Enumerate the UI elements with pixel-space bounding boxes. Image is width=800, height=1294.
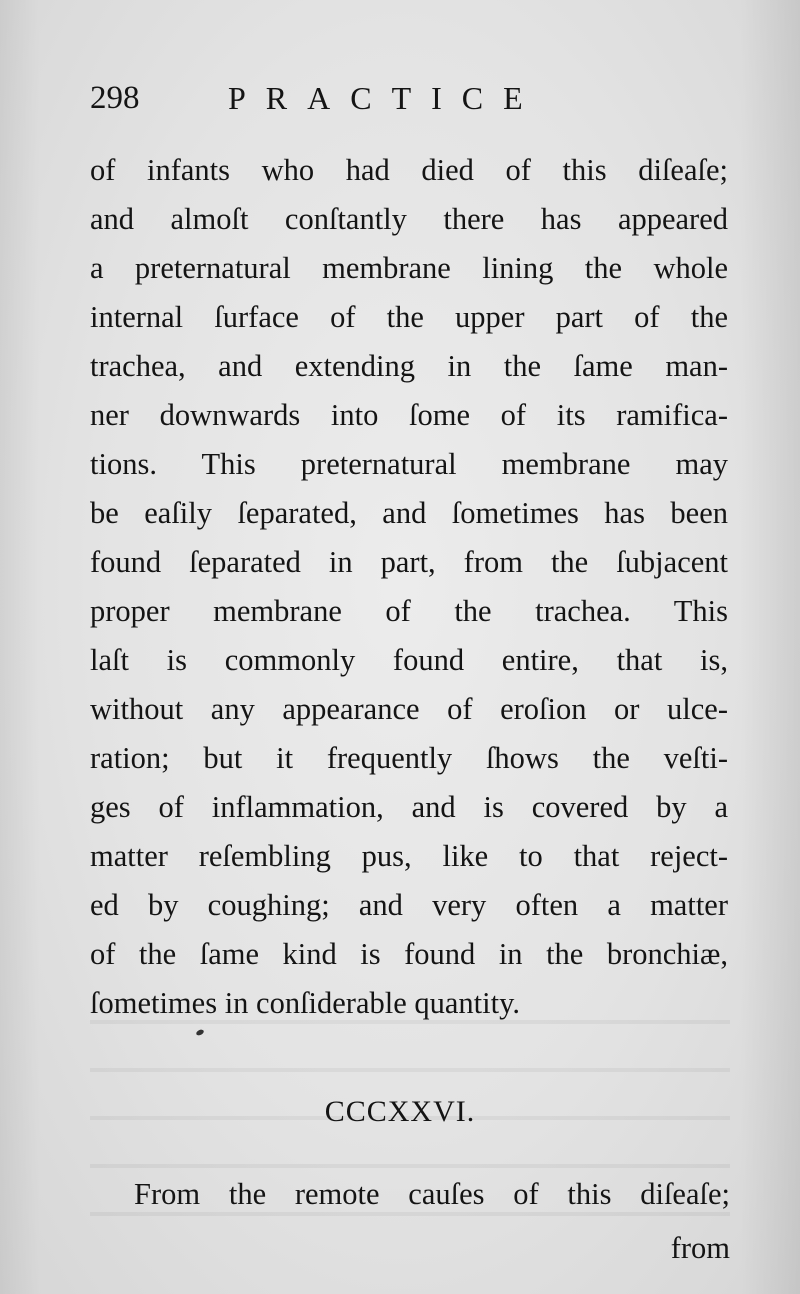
text-line: proper membrane of the trachea. This [90,594,728,628]
text-line: laſt is commonly found entire, that is, [90,643,728,677]
text-line: ed by coughing; and very often a matter [90,888,728,922]
text-line: without any appearance of eroſion or ulce- [90,692,728,726]
text-line: a preternatural membrane lining the whole [90,251,728,285]
text-line: found ſeparated in part, from the ſubjacent [90,545,728,579]
text-line: ration; but it frequently ſhows the veſti- [90,741,728,775]
running-head: PRACTICE [228,80,543,116]
text-line: matter reſembling pus, like to that reject- [90,839,728,873]
text-line: ner downwards into ſome of its ramifica- [90,398,728,432]
text-line: be eaſily ſeparated, and ſometimes has been [90,496,728,530]
next-paragraph-line: From the remote cauſes of this diſeaſe; [134,1177,730,1211]
text-line: trachea, and extending in the ſame man- [90,349,728,383]
text-line: internal ſurface of the upper part of the [90,300,728,334]
text-line: of infants who had died of this diſeaſe; [90,153,728,187]
text-line: of the ſame kind is found in the bronchiæ, [90,937,728,971]
page-number: 298 [90,80,140,116]
body-text [90,146,728,1028]
text-line: ges of inflammation, and is covered by a [90,790,728,824]
page-header [90,78,730,122]
text-line: and almoſt conſtantly there has appeared [90,202,728,236]
section-number: CCCXXVI. [324,1095,476,1128]
catchword: from [670,1231,730,1265]
text-line: tions. This preternatural membrane may [90,447,728,481]
text-line-last: ſometimes in conſiderable quantity. [90,986,520,1020]
